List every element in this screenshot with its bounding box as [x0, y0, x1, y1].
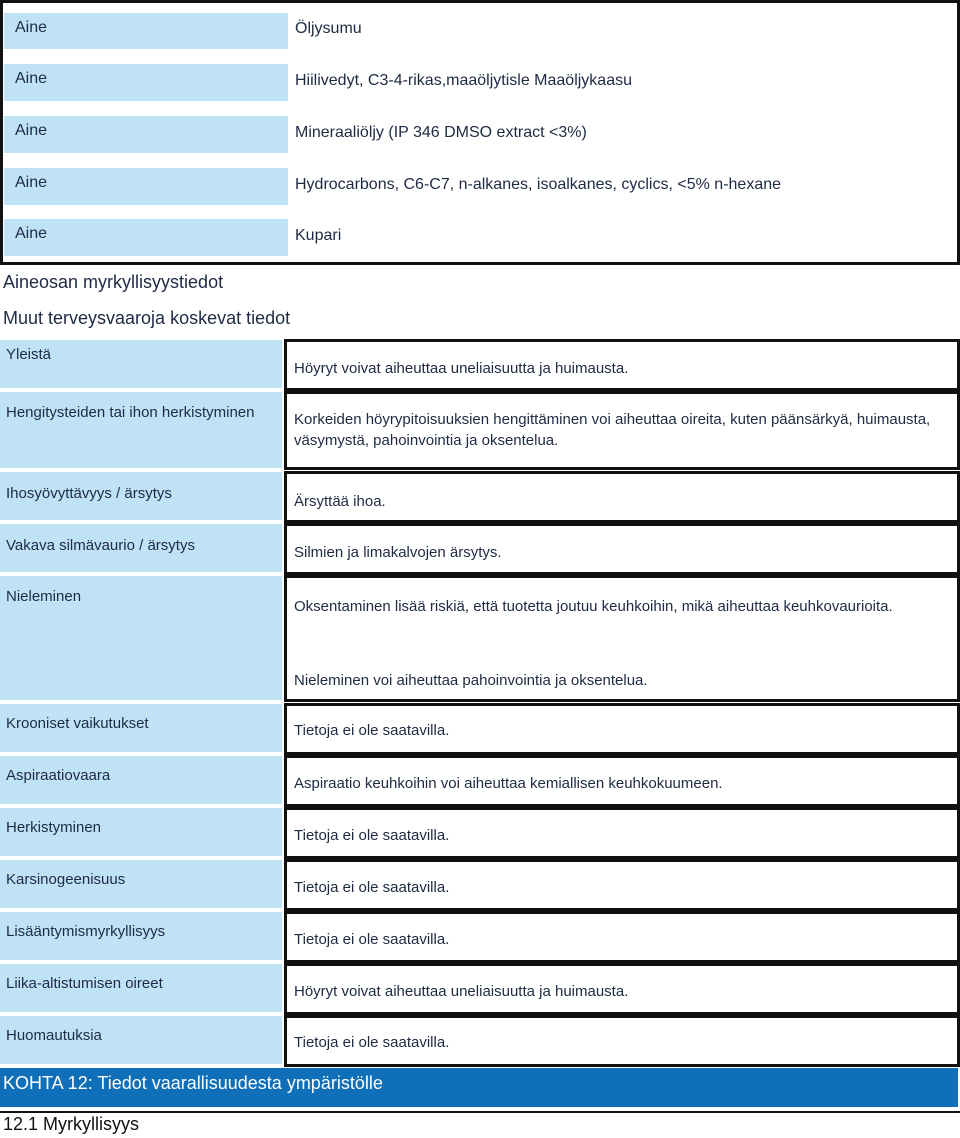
hazard-label-liika-altistuminen: Liika-altistumisen oireet [0, 964, 282, 1012]
hazard-value-yleista: Höyryt voivat aiheuttaa uneliaisuutta ja huimausta. [284, 339, 960, 391]
section-banner: KOHTA 12: Tiedot vaarallisuudesta ympäristölle [0, 1068, 958, 1107]
hazard-label-karsinogeenisuus: Karsinogeenisuus [0, 860, 282, 908]
ingredient-label: Aine [4, 64, 288, 101]
ingredient-value: Mineraaliöljy (IP 346 DMSO extract <3%) [295, 124, 587, 141]
hazard-label-nieleminen: Nieleminen [0, 576, 282, 700]
ingredient-value: Öljysumu [295, 20, 362, 37]
hazard-value-liika-altistuminen: Höyryt voivat aiheuttaa uneliaisuutta ja huimausta. [284, 963, 960, 1015]
hazard-value-huomautuksia: Tietoja ei ole saatavilla. [284, 1015, 960, 1067]
ingredient-value: Hydrocarbons, C6-C7, n-alkanes, isoalkanes, cyclics, <5% n-hexane [295, 176, 782, 193]
hazard-label-huomautuksia: Huomautuksia [0, 1016, 282, 1064]
hazard-label-silma: Vakava silmävaurio / ärsytys [0, 524, 282, 572]
hazard-value-nieleminen-2: Nieleminen voi aiheuttaa pahoinvointia ja oksentelua. [294, 672, 648, 689]
hazard-value-karsinogeenisuus: Tietoja ei ole saatavilla. [284, 859, 960, 911]
ingredient-label: Aine [4, 116, 288, 153]
hazard-value-nieleminen: Oksentaminen lisää riskiä, että tuotetta joutuu keuhkoihin, mikä aiheuttaa keuhkovaurioita. [294, 598, 893, 615]
hazard-label-yleista: Yleistä [0, 340, 282, 388]
ingredient-label: Aine [4, 168, 288, 205]
ingredient-label: Aine [4, 219, 288, 256]
hazard-value-lisaantymis: Tietoja ei ole saatavilla. [284, 911, 960, 963]
hazard-label-iho: Ihosyövyttävyys / ärsytys [0, 472, 282, 520]
hazard-label-herkistyminen-hengitys: Hengitysteiden tai ihon herkistyminen [0, 392, 282, 468]
hazard-label-lisaantymis: Lisääntymismyrkyllisyys [0, 912, 282, 960]
hazard-value-herkistyminen: Tietoja ei ole saatavilla. [284, 807, 960, 859]
hazard-value-aspiraatio: Aspiraatio keuhkoihin voi aiheuttaa kemiallisen keuhkokuumeen. [284, 755, 960, 807]
ingredient-value: Kupari [295, 227, 342, 244]
ingredient-value: Hiilivedyt, C3-4-rikas,maaöljytisle Maaöljykaasu [295, 72, 632, 89]
heading-other-hazards: Muut terveysvaaroja koskevat tiedot [3, 308, 291, 328]
hazard-value-silma: Silmien ja limakalvojen ärsytys. [284, 523, 960, 575]
subsection-title: 12.1 Myrkyllisyys [3, 1114, 140, 1134]
ingredient-label: Aine [4, 13, 288, 49]
hazard-value-herkistyminen-hengitys: Korkeiden höyrypitoisuuksien hengittäminen voi aiheuttaa oireita, kuten päänsärkyä, huimausta, väsymystä, pahoinvointia ja oksentelua. [284, 391, 960, 470]
heading-toxicity: Aineosan myrkyllisyystiedot [3, 272, 224, 292]
hazard-label-aspiraatio: Aspiraatiovaara [0, 756, 282, 804]
hazard-value-iho: Ärsyttää ihoa. [284, 471, 960, 523]
hazard-label-herkistyminen: Herkistyminen [0, 808, 282, 856]
hazard-value-krooniset: Tietoja ei ole saatavilla. [284, 703, 960, 755]
hazard-label-krooniset: Krooniset vaikutukset [0, 704, 282, 752]
